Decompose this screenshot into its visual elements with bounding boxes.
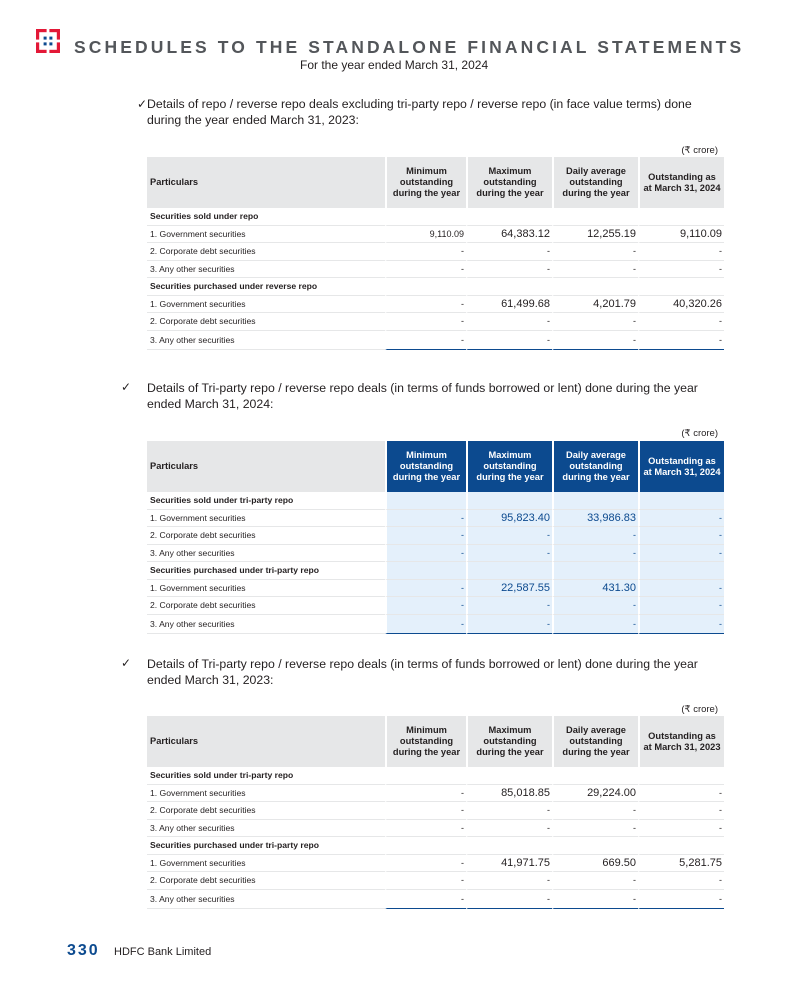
value-cell: -: [638, 785, 724, 803]
value-cell: -: [638, 872, 724, 890]
value-cell: -: [385, 331, 466, 350]
empty-cell: [385, 562, 466, 580]
value-cell: -: [385, 527, 466, 545]
value-cell: -: [466, 545, 552, 563]
value-cell: -: [385, 890, 466, 909]
empty-cell: [385, 492, 466, 510]
table-row: [147, 615, 724, 634]
value-cell: -: [385, 855, 466, 873]
value-cell: -: [552, 890, 638, 909]
value-cell: -: [552, 243, 638, 261]
table-row: [147, 296, 724, 314]
column-header: Minimum outstanding during the year: [385, 157, 466, 208]
tri-party-repo-table-2024: [147, 441, 724, 634]
empty-cell: [466, 837, 552, 855]
value-cell: -: [385, 615, 466, 634]
row-label: 1. Government securities: [147, 226, 385, 244]
empty-cell: [385, 278, 466, 296]
empty-cell: [552, 278, 638, 296]
value-cell: 95,823.40: [466, 510, 552, 528]
column-header: Outstanding as at March 31, 2024: [638, 441, 724, 492]
value-cell: -: [552, 331, 638, 350]
section-intro: Details of Tri-party repo / reverse repo deals (in terms of funds borrowed or lent) done during the year ended March 31, 2024:: [147, 381, 698, 411]
value-cell: -: [638, 313, 724, 331]
value-cell: -: [385, 545, 466, 563]
table-row: [147, 243, 724, 261]
row-label: 1. Government securities: [147, 580, 385, 598]
value-cell: -: [466, 820, 552, 838]
row-label: 2. Corporate debt securities: [147, 597, 385, 615]
value-cell: 64,383.12: [466, 226, 552, 244]
row-label: 3. Any other securities: [147, 615, 385, 634]
value-cell: -: [552, 872, 638, 890]
row-label: 1. Government securities: [147, 510, 385, 528]
table-row: [147, 580, 724, 598]
empty-cell: [466, 562, 552, 580]
value-cell: -: [466, 597, 552, 615]
column-header: Daily average outstanding during the year: [552, 157, 638, 208]
value-cell: -: [552, 802, 638, 820]
hdfc-logo: [36, 29, 60, 53]
row-label: 1. Government securities: [147, 855, 385, 873]
value-cell: -: [385, 510, 466, 528]
table-row: [147, 872, 724, 890]
value-cell: -: [552, 597, 638, 615]
column-header: Maximum outstanding during the year: [466, 157, 552, 208]
section-row: [147, 278, 724, 296]
value-cell: 61,499.68: [466, 296, 552, 314]
section-row: [147, 767, 724, 785]
value-cell: 22,587.55: [466, 580, 552, 598]
value-cell: -: [638, 802, 724, 820]
value-cell: -: [466, 331, 552, 350]
column-header: Maximum outstanding during the year: [466, 441, 552, 492]
empty-cell: [385, 767, 466, 785]
column-header-particulars: Particulars: [147, 441, 385, 492]
value-cell: 85,018.85: [466, 785, 552, 803]
empty-cell: [552, 767, 638, 785]
value-cell: -: [638, 243, 724, 261]
table-header-row: [147, 157, 724, 208]
empty-cell: [638, 278, 724, 296]
section-label: Securities sold under tri-party repo: [147, 492, 385, 510]
table-row: [147, 802, 724, 820]
column-header-particulars: Particulars: [147, 157, 385, 208]
empty-cell: [552, 208, 638, 226]
value-cell: -: [638, 615, 724, 634]
row-label: 3. Any other securities: [147, 331, 385, 350]
value-cell: -: [385, 785, 466, 803]
row-label: 3. Any other securities: [147, 820, 385, 838]
value-cell: -: [638, 527, 724, 545]
table-row: [147, 331, 724, 350]
section-intro: Details of Tri-party repo / reverse repo deals (in terms of funds borrowed or lent) done during the year ended March 31, 2023:: [147, 657, 698, 687]
value-cell: 40,320.26: [638, 296, 724, 314]
value-cell: 12,255.19: [552, 226, 638, 244]
section-row: [147, 492, 724, 510]
value-cell: -: [385, 296, 466, 314]
row-label: 1. Government securities: [147, 296, 385, 314]
value-cell: -: [466, 527, 552, 545]
table-row: [147, 890, 724, 909]
table-row: [147, 785, 724, 803]
value-cell: 431.30: [552, 580, 638, 598]
value-cell: -: [385, 580, 466, 598]
row-label: 1. Government securities: [147, 785, 385, 803]
value-cell: 5,281.75: [638, 855, 724, 873]
value-cell: -: [552, 820, 638, 838]
section-row: [147, 562, 724, 580]
repo-table-2023: [147, 157, 724, 350]
empty-cell: [638, 562, 724, 580]
column-header: Daily average outstanding during the year: [552, 441, 638, 492]
empty-cell: [385, 837, 466, 855]
empty-cell: [638, 767, 724, 785]
column-header: Daily average outstanding during the year: [552, 716, 638, 767]
row-label: 2. Corporate debt securities: [147, 527, 385, 545]
empty-cell: [466, 767, 552, 785]
row-label: 2. Corporate debt securities: [147, 313, 385, 331]
column-header-particulars: Particulars: [147, 716, 385, 767]
empty-cell: [638, 492, 724, 510]
value-cell: -: [385, 820, 466, 838]
section-label: Securities sold under tri-party repo: [147, 767, 385, 785]
row-label: 2. Corporate debt securities: [147, 243, 385, 261]
value-cell: -: [638, 510, 724, 528]
row-label: 3. Any other securities: [147, 890, 385, 909]
value-cell: 29,224.00: [552, 785, 638, 803]
empty-cell: [552, 837, 638, 855]
column-header: Minimum outstanding during the year: [385, 441, 466, 492]
empty-cell: [552, 562, 638, 580]
table-row: [147, 545, 724, 563]
value-cell: 669.50: [552, 855, 638, 873]
empty-cell: [638, 208, 724, 226]
empty-cell: [466, 278, 552, 296]
column-header: Minimum outstanding during the year: [385, 716, 466, 767]
table-row: [147, 597, 724, 615]
value-cell: -: [466, 802, 552, 820]
row-label: 3. Any other securities: [147, 261, 385, 279]
unit-label: (₹ crore): [681, 145, 718, 156]
page-title: SCHEDULES TO THE STANDALONE FINANCIAL STATEMENTS: [74, 37, 745, 57]
value-cell: 33,986.83: [552, 510, 638, 528]
table-header-row: [147, 716, 724, 767]
table-row: [147, 820, 724, 838]
tri-party-repo-table-2023: [147, 716, 724, 909]
value-cell: -: [466, 313, 552, 331]
value-cell: -: [638, 890, 724, 909]
value-cell: -: [466, 615, 552, 634]
empty-cell: [466, 492, 552, 510]
value-cell: -: [385, 802, 466, 820]
value-cell: -: [638, 597, 724, 615]
value-cell: -: [552, 545, 638, 563]
value-cell: -: [466, 261, 552, 279]
value-cell: -: [385, 243, 466, 261]
value-cell: -: [638, 580, 724, 598]
column-header: Outstanding as at March 31, 2024: [638, 157, 724, 208]
value-cell: 4,201.79: [552, 296, 638, 314]
page-subtitle: For the year ended March 31, 2024: [300, 58, 489, 72]
unit-label: (₹ crore): [681, 428, 718, 439]
value-cell: -: [385, 261, 466, 279]
empty-cell: [552, 492, 638, 510]
value-cell: -: [638, 331, 724, 350]
section-row: [147, 208, 724, 226]
check-icon: ✓: [121, 656, 132, 670]
column-header: Maximum outstanding during the year: [466, 716, 552, 767]
section-intro: Details of repo / reverse repo deals excluding tri-party repo / reverse repo (in face value terms) done during the year ended March 31, 2023:: [147, 97, 692, 127]
value-cell: -: [466, 872, 552, 890]
unit-label: (₹ crore): [681, 704, 718, 715]
table-row: [147, 527, 724, 545]
table-row: [147, 226, 724, 244]
column-header: Outstanding as at March 31, 2023: [638, 716, 724, 767]
value-cell: 41,971.75: [466, 855, 552, 873]
value-cell: -: [466, 243, 552, 261]
value-cell: -: [638, 261, 724, 279]
check-icon: ✓: [137, 97, 148, 111]
section-label: Securities purchased under reverse repo: [147, 278, 385, 296]
section-label: Securities purchased under tri-party repo: [147, 837, 385, 855]
value-cell: -: [638, 820, 724, 838]
page-number: 330: [67, 942, 100, 959]
section-row: [147, 837, 724, 855]
table-row: [147, 510, 724, 528]
row-label: 2. Corporate debt securities: [147, 872, 385, 890]
empty-cell: [466, 208, 552, 226]
value-cell: -: [385, 597, 466, 615]
footer-company: HDFC Bank Limited: [114, 946, 212, 958]
value-cell: -: [552, 313, 638, 331]
value-cell: -: [552, 261, 638, 279]
value-cell: -: [385, 313, 466, 331]
empty-cell: [638, 837, 724, 855]
section-label: Securities sold under repo: [147, 208, 385, 226]
value-cell: -: [385, 872, 466, 890]
row-label: 2. Corporate debt securities: [147, 802, 385, 820]
value-cell: 9,110.09: [638, 226, 724, 244]
value-cell: -: [638, 545, 724, 563]
table-header-row: [147, 441, 724, 492]
check-icon: ✓: [121, 380, 132, 394]
section-label: Securities purchased under tri-party repo: [147, 562, 385, 580]
empty-cell: [385, 208, 466, 226]
value-cell: 9,110.09: [385, 226, 466, 244]
value-cell: -: [552, 527, 638, 545]
table-row: [147, 261, 724, 279]
row-label: 3. Any other securities: [147, 545, 385, 563]
table-row: [147, 313, 724, 331]
value-cell: -: [466, 890, 552, 909]
value-cell: -: [552, 615, 638, 634]
table-row: [147, 855, 724, 873]
